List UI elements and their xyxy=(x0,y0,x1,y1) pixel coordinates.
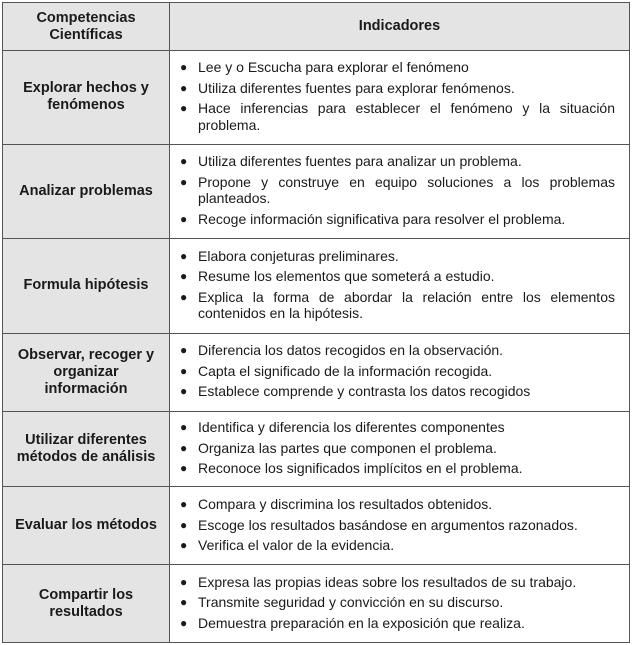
bullet-icon: ● xyxy=(180,538,188,553)
bullet-icon: ● xyxy=(180,248,188,263)
indicator-list xyxy=(180,496,615,554)
indicadores-cell xyxy=(170,565,630,643)
table-row xyxy=(3,333,630,411)
indicator-text: Recoge información significativa para resolver el problema. xyxy=(198,210,566,227)
bullet-icon: ● xyxy=(180,384,188,399)
bullet-icon: ● xyxy=(180,289,188,304)
list-item xyxy=(180,537,615,554)
bullet-icon: ● xyxy=(180,497,188,512)
list-item xyxy=(180,268,615,285)
table-row xyxy=(3,144,630,238)
table-body xyxy=(3,51,630,643)
header-indicadores: Indicadores xyxy=(170,3,630,51)
indicator-text: Utiliza diferentes fuentes para explorar fenómenos. xyxy=(198,79,515,96)
indicator-text: Utiliza diferentes fuentes para analizar un problema. xyxy=(198,153,522,170)
indicator-text: Diferencia los datos recogidos en la observación. xyxy=(198,342,504,359)
competencia-cell: Evaluar los métodos xyxy=(3,487,170,565)
indicadores-cell xyxy=(170,411,630,487)
indicator-list xyxy=(180,342,615,400)
indicator-text: Capta el significado de la información recogida. xyxy=(198,362,493,379)
indicadores-cell xyxy=(170,487,630,565)
list-item xyxy=(180,419,615,436)
list-item xyxy=(180,574,615,591)
bullet-icon: ● xyxy=(180,101,188,116)
indicadores-cell xyxy=(170,144,630,238)
indicator-text: Establece comprende y contrasta los datos recogidos xyxy=(198,383,531,400)
indicator-list xyxy=(180,59,615,133)
bullet-icon: ● xyxy=(180,154,188,169)
indicadores-cell xyxy=(170,333,630,411)
bullet-icon: ● xyxy=(180,80,188,95)
list-item xyxy=(180,59,615,76)
competencia-cell: Analizar problemas xyxy=(3,144,170,238)
indicator-text: Lee y o Escucha para explorar el fenómeno xyxy=(198,59,469,76)
table-row xyxy=(3,487,630,565)
indicator-text: Propone y construye en equipo soluciones a los problemas planteados. xyxy=(198,173,615,207)
indicator-text: Identifica y diferencia los diferentes componentes xyxy=(198,419,505,436)
bullet-icon: ● xyxy=(180,461,188,476)
list-item xyxy=(180,153,615,170)
table-row xyxy=(3,411,630,487)
list-item xyxy=(180,80,615,97)
indicator-text: Hace inferencias para establecer el fenómeno y la situación problema. xyxy=(198,100,615,133)
bullet-icon: ● xyxy=(180,517,188,532)
list-item xyxy=(180,289,615,322)
competencia-cell: Observar, recoger y organizar información xyxy=(3,333,170,411)
list-item xyxy=(180,517,615,534)
bullet-icon: ● xyxy=(180,440,188,455)
indicator-text: Escoge los resultados basándose en argumentos razonados. xyxy=(198,516,578,533)
list-item xyxy=(180,615,615,632)
bullet-icon: ● xyxy=(180,363,188,378)
list-item xyxy=(180,248,615,265)
indicator-list xyxy=(180,248,615,322)
indicator-text: Demuestra preparación en la exposición que realiza. xyxy=(198,614,525,631)
bullet-icon: ● xyxy=(180,595,188,610)
indicator-text: Transmite seguridad y convicción en su discurso. xyxy=(198,594,504,611)
indicator-text: Resume los elementos que someterá a estudio. xyxy=(198,268,495,285)
competencia-cell: Compartir los resultados xyxy=(3,565,170,643)
bullet-icon: ● xyxy=(180,174,188,189)
indicadores-cell xyxy=(170,51,630,145)
list-item xyxy=(180,174,615,207)
bullet-icon: ● xyxy=(180,269,188,284)
bullet-icon: ● xyxy=(180,420,188,435)
indicator-text: Elabora conjeturas preliminares. xyxy=(198,247,399,264)
list-item xyxy=(180,460,615,477)
bullet-icon: ● xyxy=(180,574,188,589)
bullet-icon: ● xyxy=(180,343,188,358)
competencias-table xyxy=(2,2,630,643)
indicator-text: Explica la forma de abordar la relación entre los elementos contenidos en la hipótesis. xyxy=(198,288,615,322)
table-row xyxy=(3,238,630,333)
competencia-cell: Explorar hechos y fenómenos xyxy=(3,51,170,145)
indicadores-cell xyxy=(170,238,630,333)
list-item xyxy=(180,100,615,133)
indicator-text: Expresa las propias ideas sobre los resultados de su trabajo. xyxy=(198,573,577,590)
list-item xyxy=(180,440,615,457)
list-item xyxy=(180,342,615,359)
indicator-list xyxy=(180,153,615,227)
bullet-icon: ● xyxy=(180,615,188,630)
competencia-cell: Utilizar diferentes métodos de análisis xyxy=(3,411,170,487)
header-competencias: Competencias Científicas xyxy=(3,3,170,51)
list-item xyxy=(180,211,615,228)
list-item xyxy=(180,383,615,400)
bullet-icon: ● xyxy=(180,211,188,226)
list-item xyxy=(180,496,615,513)
indicator-list xyxy=(180,419,615,477)
table-row xyxy=(3,51,630,145)
header-row xyxy=(3,3,630,51)
indicator-list xyxy=(180,574,615,632)
list-item xyxy=(180,363,615,380)
indicator-text: Compara y discrimina los resultados obtenidos. xyxy=(198,496,493,513)
table-row xyxy=(3,565,630,643)
list-item xyxy=(180,594,615,611)
competencia-cell: Formula hipótesis xyxy=(3,238,170,333)
indicator-text: Reconoce los significados implícitos en el problema. xyxy=(198,460,523,477)
indicator-text: Organiza las partes que componen el problema. xyxy=(198,439,497,456)
bullet-icon: ● xyxy=(180,60,188,75)
indicator-text: Verifica el valor de la evidencia. xyxy=(198,537,395,554)
